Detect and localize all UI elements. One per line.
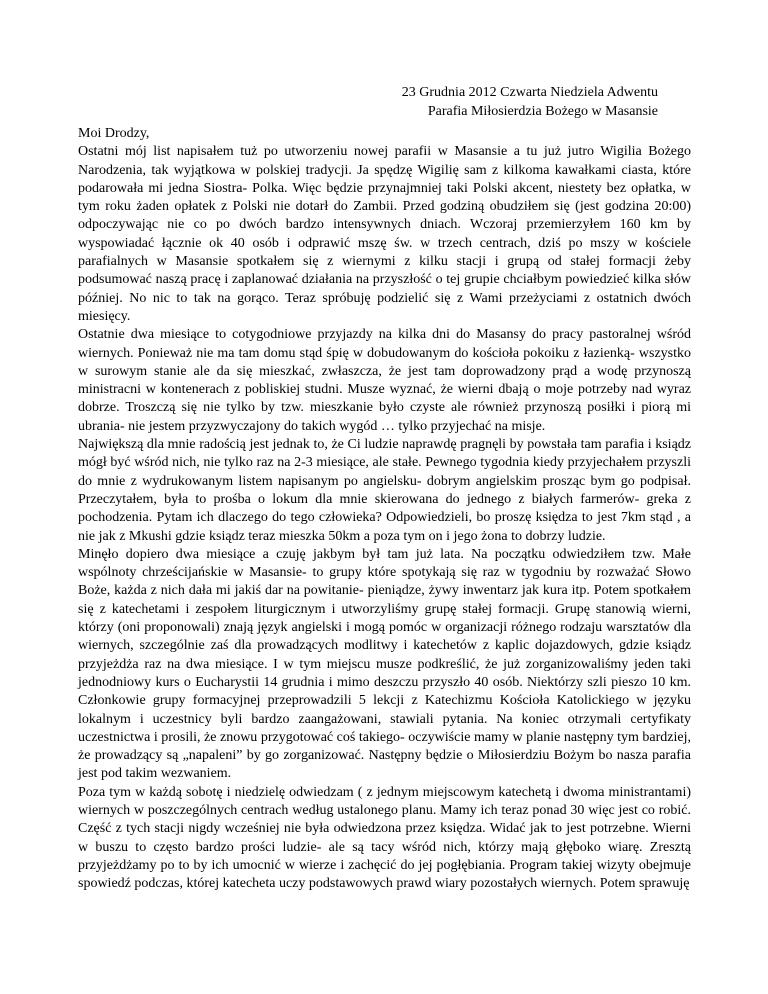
paragraph-4: Minęło dopiero dwa miesiące a czuję jakbym był tam już lata. Na początku odwiedziłem tzw. Małe wspólnoty chrześcijańskie w Masansie- to grupy które spotykają się raz w tygodniu by rozważać Słowo Boże, każda z nich dała mi jakiś dar na powitanie- pieniądze, żywy inwentarz jak kura itp. Potem spotkałem się z katechetami i zespołem liturgicznym i utworzyliśmy grupę stałej formacji. Grupę stanowią wierni, którzy (oni proponowali) znają język angielski i mogą pomóc w organizacji różnego rodzaju warsztatów dla wiernych, szczególnie zaś dla prowadzących modlitwy i katechetów z kaplic dojazdowych, gdzie ksiądz przyjeżdża raz na dwa miesiące. I w tym miejscu musze podkreślić, że już zorganizowaliśmy jeden taki jednodniowy kurs o Eucharystii 14 grudnia i mimo deszczu przyszło 40 osób. Niektórzy szli pieszo 10 km. Członkowie grupy formacyjnej przeprowadzili 5 lekcji z Katechizmu Kościoła Katolickiego w języku lokalnym i uczestnicy byli bardzo zaangażowani, stawiali pytania. Na koniec otrzymali certyfikaty uczestnictwa i prosili, że znowu przygotować coś takiego- oczywiście mamy w planie następny tym bardziej, że prowadzący są „napaleni” by go zorganizować. Następny będzie o Miłosierdziu Bożym bo nasza parafia jest pod takim wezwaniem. xyxy=(78,546,691,782)
date-line: 23 Grudnia 2012 Czwarta Niedziela Adwentu xyxy=(401,85,658,100)
paragraph-5: Poza tym w każdą sobotę i niedzielę odwiedzam ( z jednym miejscowym katechetą i dwoma ministrantami) wiernych w poszczególnych centrach według ustalonego planu. Mamy ich teraz ponad 30 więc jest co robić. Część z tych stacji nigdy wcześniej nie była odwiedzona przez księdza. Widać jak to jest potrzebne. Wierni w buszu to często bardzo prości ludzie- ale są tacy wśród nich, którzy mają głęboko wiarę. Zresztą przyjeżdżamy po to by ich umocnić w wierze i zachęcić do jej pogłębiania. Program takiej wizyty obejmuje spowiedź podczas, której katecheta uczy podstawowych prawd wiary pozostałych wiernych. Potem sprawuję xyxy=(78,784,691,892)
paragraph-2: Ostatnie dwa miesiące to cotygodniowe przyjazdy na kilka dni do Masansy do pracy pastoralnej wśród wiernych. Ponieważ nie ma tam domu stąd śpię w dobudowanym do kościoła pokoiku z łazienką- wszystko w surowym stanie ale da się mieszkać, zwłaszcza, że jest tam doprowadzony prąd a wodę przynoszą ministracni w kontenerach z pobliskiej studni. Musze wyznać, że wierni dbają o moje potrzeby nad wyraz dobrze. Troszczą się nie tylko by tzw. mieszkanie było czyste ale również przynoszą posiłki i piorą mi ubrania- nie jestem przyzwyczajony do takich wygód … tylko przyjechać na misje. xyxy=(78,327,691,434)
greeting: Moi Drodzy, xyxy=(78,126,150,141)
paragraph-3: Największą dla mnie radością jest jednak to, że Ci ludzie naprawdę pragnęli by powstała tam parafia i ksiądz mógł być wśród nich, nie tylko raz na 2-3 miesiące, ale stałe. Pewnego tygodnia kiedy przyjechałem przyszli do mnie z wydrukowanym listem napisanym po angielsku- dobrym angielskim prosząc bym go podpisał. Przeczytałem, była to prośba o lokum dla mnie skierowana do jednego z białych farmerów- greka z pochodzenia. Pytam ich dlaczego do tego człowieka? Odpowiedzieli, bo proszę księdza to jest 7km stąd , a nie jak z Mkushi gdzie ksiądz teraz mieszka 50km a poza tym on i jego żona to dobrzy ludzie. xyxy=(78,437,691,544)
parish-line: Parafia Miłosierdzia Bożego w Masansie xyxy=(427,104,658,119)
letter-body xyxy=(78,125,691,893)
letter-header xyxy=(402,83,658,121)
paragraph-1: Ostatni mój list napisałem tuż po utworzeniu nowej parafii w Masansie a tu już jutro Wigilia Bożego Narodzenia, tak wyjątkowa w polskiej tradycji. Ja spędzę Wigilię sam z kilkoma kawałkami ciasta, które podarowała mi jedna Siostra- Polka. Więc będzie przynajmniej taki Polski akcent, niestety bez opłatka, w tym roku żaden opłatek z Polski nie dotarł do Zambii. Przed godziną obudziłem się (jest godzina 20:00) odpoczywając nie co po dwóch bardzo intensywnych dniach. Wczoraj przemierzyłem 160 km by wyspowiadać łącznie ok 40 osób i odprawić mszę św. w trzech centrach, dziś po mszy w kościele parafialnych w Masansie spotkałem się z wiernymi z kilku stacji i grupą od stałej formacji żeby podsumować naszą pracę i zaplanować działania na przyszłość o tej grupie chciałbym powiedzieć kilka słów później. No nic to tak na gorąco. Teraz spróbuję podzielić się z Wami przeżyciami z ostatnich dwóch miesięcy. xyxy=(78,144,691,324)
